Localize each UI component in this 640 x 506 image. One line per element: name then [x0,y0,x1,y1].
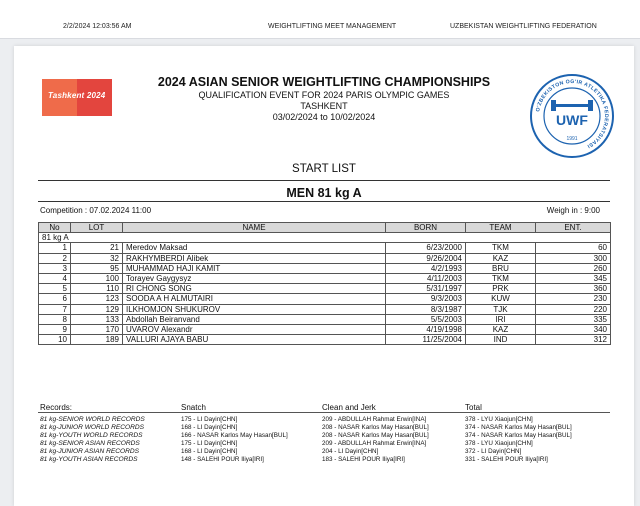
table-row [39,284,611,294]
cell-team: PRK [466,284,536,294]
clean-jerk-heading: Clean and Jerk [322,403,376,412]
cell-name: RAKHYMBERDI Alibek [123,253,386,263]
table-row [39,314,611,324]
record-labels [40,416,145,465]
cell-no: 1 [39,243,71,253]
record-label: 81 kg-SENIOR ASIAN RECORDS [40,440,140,448]
table-header [39,223,611,233]
print-system: WEIGHTLIFTING MEET MANAGEMENT [268,23,397,30]
cell-team: BRU [466,263,536,273]
seal-outer-text: O'ZBEKISTON OG'IR ATLETIKA FEDERATSIYASI [535,78,610,150]
record-label: 81 kg-YOUTH WORLD RECORDS [40,432,143,440]
col-name: NAME [123,223,386,233]
cell-born: 4/2/1993 [386,263,466,273]
print-header [0,0,640,39]
print-federation: UZBEKISTAN WEIGHTLIFTING FEDERATION [450,23,597,30]
snatch-heading: Snatch [181,403,206,412]
cell-born: 9/26/2004 [386,253,466,263]
snatch-records [181,416,288,465]
cell-team: KAZ [466,253,536,263]
total-records [465,416,572,465]
clean-jerk-record: 209 - ABDULLAH Rahmat Erwin[INA] [322,440,427,448]
snatch-record: 168 - LI Dayin[CHN] [181,424,238,432]
cell-no: 10 [39,335,71,345]
cell-no: 7 [39,304,71,314]
cell-born: 4/11/2003 [386,273,466,283]
snatch-record: 175 - LI Dayin[CHN] [181,416,238,423]
cell-born: 4/19/1998 [386,324,466,334]
total-record: 378 - LYU Xiaojun[CHN] [465,416,533,423]
cell-lot: 129 [71,304,123,314]
table-row [39,335,611,345]
category-title: MEN 81 kg A [286,186,362,200]
record-label: 81 kg-SENIOR WORLD RECORDS [40,416,145,423]
table-row [39,253,611,263]
cell-lot: 110 [71,284,123,294]
snatch-record: 166 - NASAR Karlos May Hasan[BUL] [181,432,288,440]
total-record: 372 - LI Dayin[CHN] [465,448,522,456]
seal-center-text: UWF [556,112,588,128]
cell-ent: 345 [536,273,611,283]
start-list-table [38,222,611,345]
cell-name: Torayev Gaygysyz [123,273,386,283]
cell-team: KUW [466,294,536,304]
cell-no: 3 [39,263,71,273]
cell-lot: 189 [71,335,123,345]
cell-no: 6 [39,294,71,304]
cell-lot: 32 [71,253,123,263]
clean-jerk-record: 209 - ABDULLAH Rahmat Erwin[INA] [322,416,427,423]
cell-ent: 260 [536,263,611,273]
tashkent-logo-text: Tashkent 2024 [48,91,106,100]
total-record: 331 - SALEHI POUR Iliya[IRI] [465,456,548,464]
records-heading: Records: [40,403,73,412]
cell-born: 5/5/2003 [386,314,466,324]
cell-name: Meredov Maksad [123,243,386,253]
col-born: BORN [386,223,466,233]
cell-lot: 21 [71,243,123,253]
cell-ent: 335 [536,314,611,324]
cell-no: 4 [39,273,71,283]
total-record: 378 - LYU Xiaojun[CHN] [465,440,533,448]
cell-team: IND [466,335,536,345]
event-dates: 03/02/2024 to 10/02/2024 [272,112,376,122]
cell-ent: 60 [536,243,611,253]
cell-name: MUHAMMAD HAJI KAMIT [123,263,386,273]
cell-name: VALLURI AJAYA BABU [123,335,386,345]
cell-lot: 100 [71,273,123,283]
group-label: 81 kg A [39,233,611,243]
total-record: 374 - NASAR Karlos May Hasan[BUL] [465,432,572,440]
divider [38,180,610,181]
cell-name: SOODA A H ALMUTAIRI [123,294,386,304]
table-row [39,324,611,334]
cell-lot: 123 [71,294,123,304]
weigh-in-time: Weigh in : 9:00 [546,206,600,215]
cell-lot: 133 [71,314,123,324]
cell-ent: 312 [536,335,611,345]
cell-lot: 95 [71,263,123,273]
cell-born: 6/23/2000 [386,243,466,253]
cell-no: 5 [39,284,71,294]
group-row [39,233,611,243]
record-label: 81 kg-JUNIOR WORLD RECORDS [40,424,145,432]
table-row [39,294,611,304]
clean-jerk-record: 183 - SALEHI POUR Iliya[IRI] [322,456,405,464]
cell-team: TKM [466,273,536,283]
divider [38,201,610,202]
event-title: 2024 ASIAN SENIOR WEIGHTLIFTING CHAMPIONSHIPS [157,75,491,89]
cell-no: 9 [39,324,71,334]
col-ent: ENT. [536,223,611,233]
table-row [39,273,611,283]
cell-name: ILKHOMJON SHUKUROV [123,304,386,314]
table-row [39,263,611,273]
cell-ent: 300 [536,253,611,263]
cell-ent: 360 [536,284,611,294]
cell-ent: 230 [536,294,611,304]
cell-lot: 170 [71,324,123,334]
cell-name: RI CHONG SONG [123,284,386,294]
snatch-record: 175 - LI Dayin[CHN] [181,440,238,448]
col-team: TEAM [466,223,536,233]
cell-name: Abdollah Beiranvand [123,314,386,324]
snatch-record: 148 - SALEHI POUR Iliya[IRI] [181,456,264,464]
col-lot: LOT [71,223,123,233]
clean-jerk-record: 204 - LI Dayin[CHN] [322,448,379,456]
record-label: 81 kg-JUNIOR ASIAN RECORDS [40,448,140,456]
event-subtitle: QUALIFICATION EVENT FOR 2024 PARIS OLYMPIC GAMES [198,90,450,100]
cell-name: UVAROV Alexandr [123,324,386,334]
cell-born: 9/3/2003 [386,294,466,304]
cell-no: 8 [39,314,71,324]
record-label: 81 kg-YOUTH ASIAN RECORDS [40,456,138,464]
cell-no: 2 [39,253,71,263]
cell-team: IRI [466,314,536,324]
cell-born: 5/31/1997 [386,284,466,294]
seal-year: 1991 [566,136,578,142]
total-record: 374 - NASAR Karlos May Hasan[BUL] [465,424,572,432]
snatch-record: 168 - LI Dayin[CHN] [181,448,238,456]
cell-team: KAZ [466,324,536,334]
cell-born: 11/25/2004 [386,335,466,345]
clean-jerk-record: 208 - NASAR Karlos May Hasan[BUL] [322,432,429,440]
table-row [39,243,611,253]
competition-time: Competition : 07.02.2024 11:00 [40,206,152,215]
records-divider [38,412,610,413]
document-type: START LIST [292,163,356,175]
event-city: TASHKENT [300,101,348,111]
clean-jerk-record: 208 - NASAR Karlos May Hasan[BUL] [322,424,429,432]
cell-ent: 220 [536,304,611,314]
start-list-page [14,46,634,506]
cell-ent: 340 [536,324,611,334]
print-datetime: 2/2/2024 12:03:56 AM [63,23,132,30]
table-row [39,304,611,314]
col-no: No [39,223,71,233]
cell-born: 8/3/1987 [386,304,466,314]
cell-team: TJK [466,304,536,314]
total-heading: Total [465,403,482,412]
cell-team: TKM [466,243,536,253]
clean-jerk-records [322,416,429,465]
